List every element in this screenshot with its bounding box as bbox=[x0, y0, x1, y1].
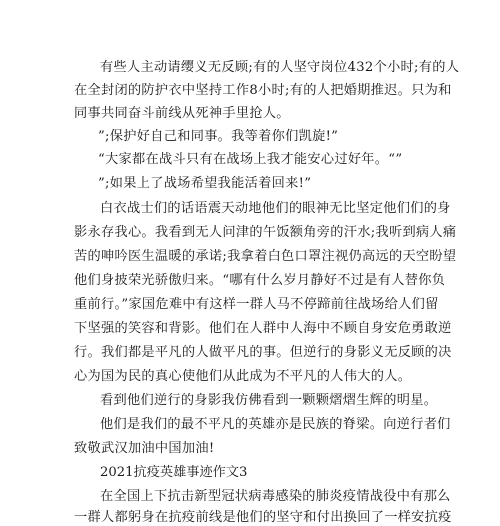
text-line-12: 下坚强的笑容和背影。他们在人群中人海中不顾自身安危勇敢逆 bbox=[74, 321, 452, 336]
text-line-14: 心为国为民的真心使他们从此成为不平凡的人伟大的人。 bbox=[74, 369, 412, 384]
text-line-11: 重前行。”家国危难中有这样一群人马不停蹄前往战场给人们留 bbox=[74, 297, 439, 312]
text-line-18: 在全国上下抗击新型冠状病毒感染的肺炎疫情战役中有那么 bbox=[100, 489, 451, 504]
text-line-7: 白衣战士们的话语震天动地他们的眼神无比坚定他们们的身 bbox=[100, 201, 451, 216]
text-line-19: 一群人都躬身在抗疫前线是他们的坚守和付出换回了一样安抗疫 bbox=[74, 510, 452, 525]
text-line-17: 致敬武汉加油中国加油! bbox=[74, 441, 215, 456]
text-line-9: 苦的呻吟医生温暖的承诺;我拿着白色口罩注视仍高远的天空盼望 bbox=[74, 249, 457, 264]
text-line-6: ”;如果上了战场希望我能活着回来!” bbox=[98, 176, 312, 191]
text-line-2: 在全封闭的防护衣中坚持工作8小时;有的人把婚期推迟。只为和 bbox=[74, 83, 452, 98]
section-heading: 2021抗疫英雄事迹作文3 bbox=[100, 465, 248, 480]
text-line-3: 同事共同奋斗前线从死神手里抢人。 bbox=[74, 106, 290, 121]
text-line-8: 影永存我心。我看到无人问津的午饭额角旁的汗水;我听到病人痛 bbox=[74, 225, 457, 240]
text-line-15: 看到他们逆行的身影我仿佛看到一颗颗熠熠生辉的明星。 bbox=[100, 393, 438, 408]
text-line-5: “大家都在战斗只有在战场上我才能安心过好年。“” bbox=[98, 152, 403, 167]
text-line-13: 行。我们都是平凡的人做平凡的事。但逆行的身影义无反顾的决 bbox=[74, 345, 452, 360]
text-line-4: ”;保护好自己和同事。我等着你们凯旋!” bbox=[98, 129, 339, 144]
text-line-10: 他们身披荣光骄傲归来。“哪有什么岁月静好不过是有人替你负 bbox=[74, 273, 446, 288]
text-line-16: 他们是我们的最不平凡的英雄亦是民族的脊梁。向逆行者们 bbox=[100, 417, 451, 432]
text-line-1: 有些人主动请缨义无反顾;有的人坚守岗位432个小时;有的人 bbox=[100, 60, 460, 75]
